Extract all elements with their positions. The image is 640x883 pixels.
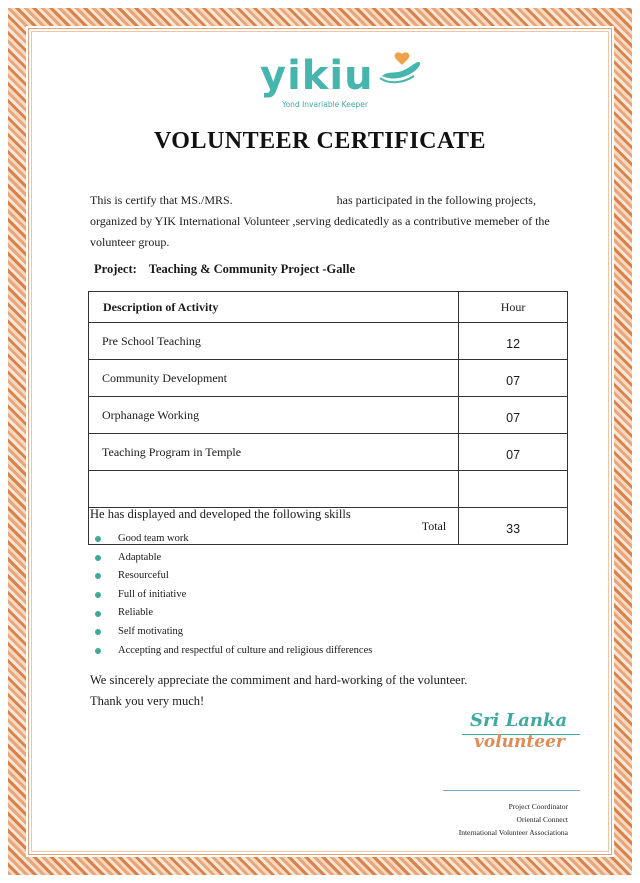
intro-line-3: volunteer group.: [90, 235, 170, 249]
logo-wordmark: yikiu: [260, 53, 374, 99]
list-item: [92, 623, 372, 642]
intro-line-1: [90, 190, 580, 211]
skill-label: Good team work: [118, 533, 189, 544]
skill-label: Reliable: [118, 607, 153, 619]
closing-text: [90, 670, 467, 712]
hours-cell: 12: [459, 323, 568, 360]
bullet-icon: [95, 573, 101, 579]
bullet-icon: [95, 629, 101, 635]
project-label: Project:: [94, 262, 137, 276]
list-item: [92, 549, 372, 568]
list-item: [92, 567, 372, 586]
sri-lanka-volunteer-stamp: [460, 710, 585, 760]
intro-line-2: organized by YIK International Volunteer ,serving dedicatedly as a contributive memeber of the: [90, 214, 550, 228]
activity-cell: Teaching Program in Temple: [89, 434, 459, 471]
activity-cell: [89, 471, 459, 508]
hours-cell: 07: [459, 360, 568, 397]
hours-cell: 07: [459, 397, 568, 434]
table-row: [89, 323, 568, 360]
header-description: Description of Activity: [89, 292, 459, 323]
bullet-icon: [95, 611, 101, 617]
signature-org: Oriental Connect: [516, 815, 568, 824]
skills-list: [92, 530, 372, 660]
logo-tagline: Yond Invariable Keeper: [282, 100, 368, 109]
closing-line-2: Thank you very much!: [90, 694, 205, 708]
list-item: [92, 530, 372, 549]
activity-cell: Pre School Teaching: [89, 323, 459, 360]
signature-block: [459, 800, 568, 839]
table-row: [89, 397, 568, 434]
list-item: [92, 604, 372, 623]
skill-label: Full of initiative: [118, 588, 187, 600]
total-label: Total: [89, 508, 459, 545]
stamp-line-2: volunteer: [474, 732, 565, 752]
hours-cell: 07: [459, 434, 568, 471]
bullet-icon: [95, 592, 101, 598]
skill-label: Self motivating: [118, 625, 184, 637]
list-item: [92, 586, 372, 605]
hand-heart-icon: [378, 50, 424, 86]
total-value: 33: [459, 508, 568, 545]
certificate-title: VOLUNTEER CERTIFICATE: [153, 128, 487, 154]
table-row-empty: [89, 471, 568, 508]
header-hour: Hour: [459, 292, 568, 323]
activity-cell: Orphanage Working: [89, 397, 459, 434]
logo: [256, 50, 426, 116]
bullet-icon: [95, 536, 101, 542]
activity-cell: Community Development: [89, 360, 459, 397]
signature-title: Project Coordinator: [508, 802, 568, 811]
stamp-line-1: Sri Lanka: [470, 710, 568, 731]
intro-text-a: This is certify that MS./MRS.: [90, 193, 233, 207]
table-header-row: [89, 292, 568, 323]
list-item: [92, 642, 372, 661]
table-row: [89, 434, 568, 471]
skills-heading: He has displayed and developed the following skills: [90, 507, 351, 521]
signature-line: [443, 790, 580, 791]
intro-paragraph: [90, 190, 580, 253]
project-line: [94, 262, 355, 277]
skill-label: Resourceful: [118, 570, 169, 582]
intro-text-b: has participated in the following projects,: [336, 193, 536, 207]
table-row: [89, 360, 568, 397]
bullet-icon: [95, 648, 101, 654]
signature-assoc: International Volunteer Associationa: [458, 828, 568, 837]
closing-line-1: We sincerely appreciate the commiment and hard-working of the volunteer.: [90, 673, 468, 687]
project-value: Teaching & Community Project -Galle: [148, 262, 356, 276]
bullet-icon: [95, 555, 101, 561]
hours-cell: [459, 471, 568, 508]
skill-label: Adaptable: [118, 551, 162, 563]
skill-label: Accepting and respectful of culture and religious differences: [118, 644, 373, 656]
